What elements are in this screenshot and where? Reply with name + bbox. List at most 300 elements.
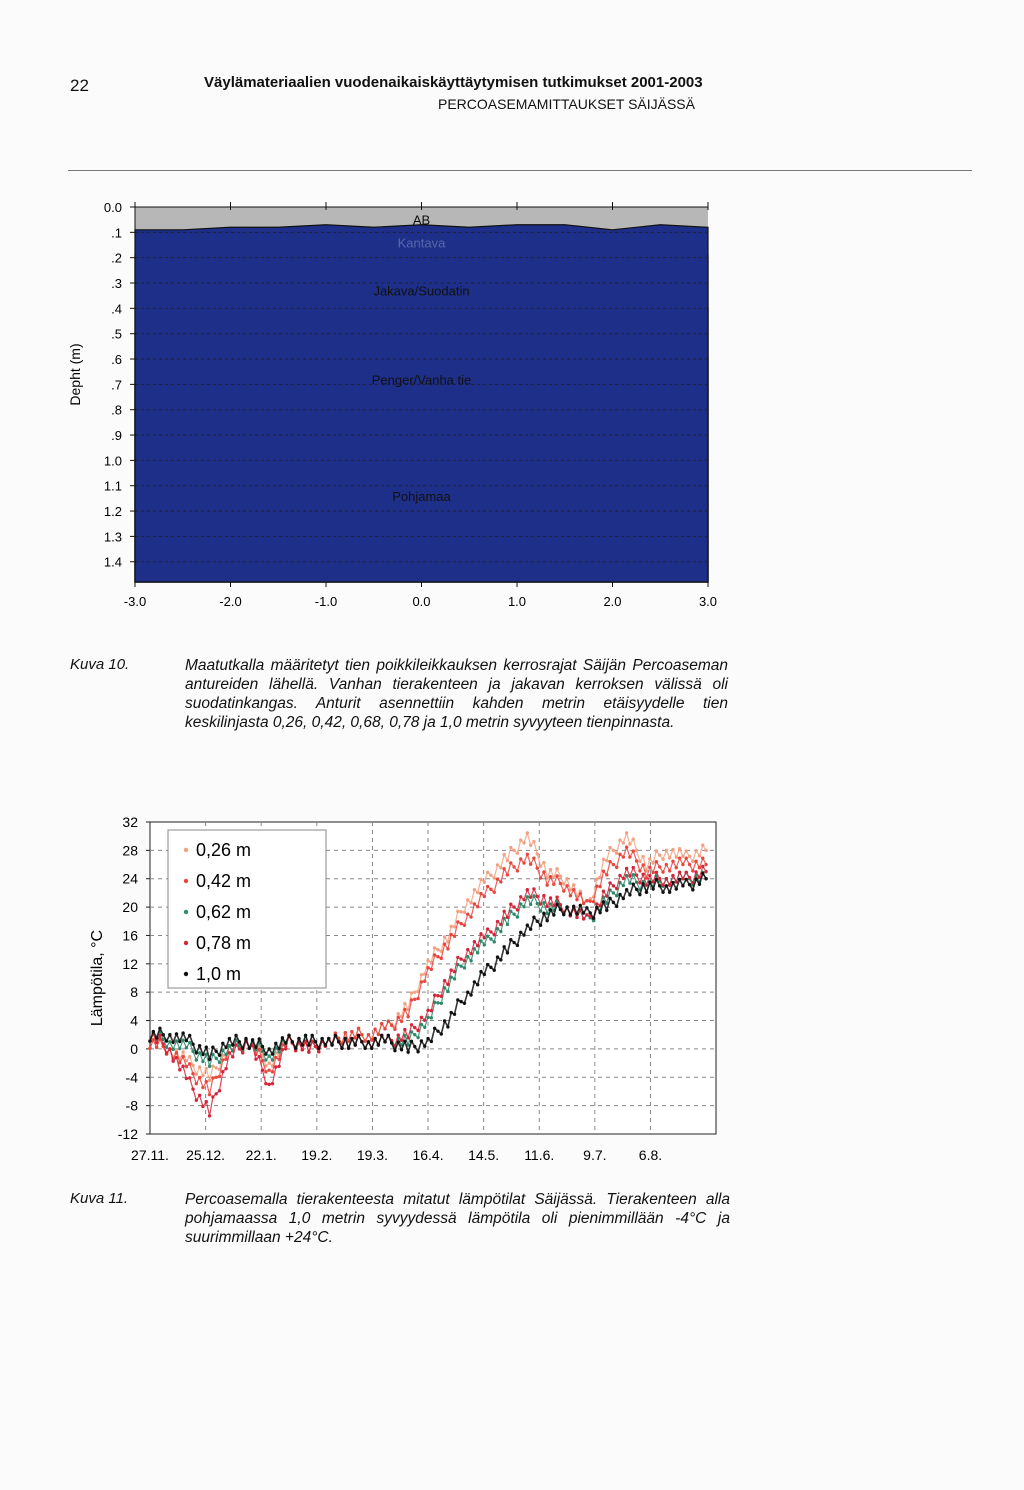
data-point	[363, 1039, 366, 1042]
data-point	[542, 894, 545, 897]
data-point	[463, 966, 466, 969]
data-point	[397, 1040, 400, 1043]
data-point	[671, 860, 674, 863]
data-point	[410, 998, 413, 1001]
data-point	[665, 863, 668, 866]
y-tick-label: .9	[111, 428, 122, 444]
data-point	[628, 874, 631, 877]
data-point	[420, 980, 423, 983]
data-point	[608, 846, 611, 849]
data-point	[208, 1114, 211, 1117]
y-tick-label: -8	[125, 1097, 138, 1114]
data-point	[191, 1072, 194, 1075]
data-point	[539, 865, 542, 868]
data-point	[373, 1027, 376, 1030]
y-tick-label: .5	[111, 326, 122, 342]
data-point	[502, 853, 505, 856]
data-point	[436, 948, 439, 951]
data-point	[685, 856, 688, 859]
data-point	[612, 884, 615, 887]
y-axis-label: Lämpötila, °C	[89, 929, 106, 1027]
data-point	[625, 845, 628, 848]
data-point	[218, 1054, 221, 1057]
data-point	[509, 938, 512, 941]
page-number: 22	[70, 76, 89, 95]
data-point	[416, 1029, 419, 1032]
y-tick-label: 1.3	[103, 529, 122, 545]
data-point	[502, 945, 505, 948]
data-point	[416, 1036, 419, 1039]
data-point	[622, 855, 625, 858]
data-point	[698, 854, 701, 857]
data-point	[532, 840, 535, 843]
data-point	[344, 1031, 347, 1034]
y-tick-label: -4	[125, 1069, 138, 1086]
data-point	[400, 1020, 403, 1023]
data-point	[198, 1044, 201, 1047]
data-point	[549, 908, 552, 911]
data-point	[244, 1037, 247, 1040]
x-tick-label: 9.7.	[583, 1147, 607, 1160]
data-point	[344, 1037, 347, 1040]
data-point	[671, 881, 674, 884]
data-point	[317, 1050, 320, 1053]
data-point	[496, 920, 499, 923]
data-point	[635, 881, 638, 884]
figure-10-label: Kuva 10.	[70, 656, 130, 673]
data-point	[152, 1030, 155, 1033]
data-point	[271, 1052, 274, 1055]
data-point	[638, 881, 641, 884]
data-point	[658, 853, 661, 856]
data-point	[499, 930, 502, 933]
data-point	[539, 876, 542, 879]
data-point	[615, 905, 618, 908]
data-point	[655, 878, 658, 881]
x-tick-label: 3.0	[698, 594, 718, 609]
data-point	[509, 861, 512, 864]
data-point	[536, 920, 539, 923]
data-point	[479, 878, 482, 881]
data-point	[393, 1028, 396, 1031]
data-point	[446, 947, 449, 950]
data-point	[191, 1050, 194, 1053]
data-point	[516, 852, 519, 855]
data-point	[340, 1047, 343, 1050]
data-point	[678, 856, 681, 859]
data-point	[165, 1051, 168, 1054]
data-point	[483, 943, 486, 946]
data-point	[605, 909, 608, 912]
data-point	[357, 1027, 360, 1030]
data-point	[320, 1037, 323, 1040]
data-point	[589, 911, 592, 914]
data-point	[608, 860, 611, 863]
data-point	[685, 878, 688, 881]
data-point	[532, 887, 535, 890]
data-point	[648, 866, 651, 869]
data-point	[489, 966, 492, 969]
data-point	[446, 990, 449, 993]
data-point	[201, 1086, 204, 1089]
data-point	[181, 1064, 184, 1067]
data-point	[436, 955, 439, 958]
data-point	[565, 877, 568, 880]
data-point	[453, 970, 456, 973]
data-point	[605, 873, 608, 876]
data-point	[433, 946, 436, 949]
data-point	[496, 955, 499, 958]
data-point	[413, 1026, 416, 1029]
data-point	[274, 1042, 277, 1045]
data-point	[499, 923, 502, 926]
data-point	[459, 922, 462, 925]
data-point	[175, 1032, 178, 1035]
data-point	[605, 859, 608, 862]
data-point	[704, 877, 707, 880]
data-point	[403, 1008, 406, 1011]
data-point	[459, 957, 462, 960]
data-point	[632, 838, 635, 841]
data-point	[691, 869, 694, 872]
legend-marker	[184, 910, 188, 914]
data-point	[168, 1040, 171, 1043]
data-point	[579, 892, 582, 895]
data-point	[678, 878, 681, 881]
data-point	[589, 899, 592, 902]
data-point	[552, 913, 555, 916]
data-point	[522, 905, 525, 908]
data-point	[264, 1052, 267, 1055]
data-point	[635, 873, 638, 876]
data-point	[175, 1039, 178, 1042]
data-point	[648, 857, 651, 860]
data-point	[565, 884, 568, 887]
data-point	[502, 867, 505, 870]
data-point	[522, 933, 525, 936]
data-point	[549, 868, 552, 871]
data-point	[641, 855, 644, 858]
data-point	[258, 1037, 261, 1040]
data-point	[694, 870, 697, 873]
data-point	[363, 1047, 366, 1050]
data-point	[406, 1036, 409, 1039]
data-point	[423, 979, 426, 982]
data-point	[453, 977, 456, 980]
data-point	[615, 852, 618, 855]
data-point	[416, 997, 419, 1000]
data-point	[622, 877, 625, 880]
data-point	[469, 915, 472, 918]
y-tick-label: .6	[111, 352, 122, 368]
data-point	[430, 1009, 433, 1012]
data-point	[701, 865, 704, 868]
data-point	[463, 924, 466, 927]
data-point	[648, 881, 651, 884]
data-point	[175, 1056, 178, 1059]
data-point	[476, 951, 479, 954]
data-point	[612, 863, 615, 866]
data-point	[526, 831, 529, 834]
data-point	[463, 911, 466, 914]
data-point	[512, 849, 515, 852]
data-point	[413, 1045, 416, 1048]
data-point	[526, 895, 529, 898]
data-point	[277, 1065, 280, 1068]
data-point	[330, 1043, 333, 1046]
data-point	[178, 1047, 181, 1050]
data-point	[512, 941, 515, 944]
data-point	[403, 1040, 406, 1043]
data-point	[539, 924, 542, 927]
data-point	[284, 1041, 287, 1044]
data-point	[430, 1040, 433, 1043]
data-point	[483, 895, 486, 898]
data-point	[367, 1033, 370, 1036]
data-point	[360, 1040, 363, 1043]
x-tick-label: -3.0	[123, 594, 147, 609]
temperature-chart	[80, 810, 740, 1160]
data-point	[198, 1094, 201, 1097]
data-point	[195, 1099, 198, 1102]
data-point	[214, 1050, 217, 1053]
y-tick-label: 8	[130, 984, 138, 1001]
data-point	[685, 871, 688, 874]
data-point	[516, 869, 519, 872]
data-point	[168, 1047, 171, 1050]
data-point	[562, 889, 565, 892]
data-point	[420, 1039, 423, 1042]
data-point	[171, 1060, 174, 1063]
data-point	[575, 898, 578, 901]
x-tick-label: 19.3.	[356, 1147, 388, 1160]
data-point	[450, 968, 453, 971]
data-point	[681, 877, 684, 880]
legend-label: 0,62 m	[196, 902, 252, 922]
layer-label: Kantava	[397, 235, 446, 251]
data-point	[450, 1011, 453, 1014]
layer-label: Jakava/Suodatin	[373, 283, 470, 299]
data-point	[208, 1079, 211, 1082]
data-point	[406, 1050, 409, 1053]
data-point	[545, 883, 548, 886]
data-point	[440, 957, 443, 960]
data-point	[549, 896, 552, 899]
data-point	[595, 906, 598, 909]
data-point	[479, 970, 482, 973]
data-point	[436, 1029, 439, 1032]
data-point	[314, 1040, 317, 1043]
data-point	[704, 870, 707, 873]
data-point	[440, 1032, 443, 1035]
data-point	[598, 911, 601, 914]
data-point	[301, 1043, 304, 1046]
data-point	[542, 870, 545, 873]
data-point	[383, 1040, 386, 1043]
data-point	[698, 883, 701, 886]
data-point	[148, 1039, 151, 1042]
data-point	[350, 1030, 353, 1033]
data-point	[539, 902, 542, 905]
data-point	[526, 923, 529, 926]
header-rule	[68, 170, 972, 171]
data-point	[632, 873, 635, 876]
y-tick-label: 32	[122, 814, 138, 830]
data-point	[516, 944, 519, 947]
x-tick-label: 22.1.	[245, 1147, 277, 1160]
data-point	[545, 919, 548, 922]
data-point	[605, 894, 608, 897]
data-point	[582, 902, 585, 905]
data-point	[582, 917, 585, 920]
figure-11-label: Kuva 11.	[70, 1190, 129, 1207]
data-point	[350, 1037, 353, 1040]
data-point	[622, 884, 625, 887]
data-point	[436, 994, 439, 997]
data-point	[165, 1039, 168, 1042]
data-point	[509, 846, 512, 849]
data-point	[648, 874, 651, 877]
data-point	[661, 891, 664, 894]
data-point	[178, 1040, 181, 1043]
data-point	[387, 1034, 390, 1037]
data-point	[370, 1047, 373, 1050]
layer-label: Penger/Vanha tie	[371, 372, 472, 388]
data-point	[224, 1046, 227, 1049]
data-point	[489, 873, 492, 876]
data-point	[641, 863, 644, 866]
data-point	[476, 891, 479, 894]
data-point	[360, 1033, 363, 1036]
data-point	[671, 848, 674, 851]
data-point	[622, 897, 625, 900]
running-title: Väylämateriaalien vuodenaikaiskäyttäytymisen tutkimukset 2001-2003	[204, 74, 703, 91]
data-point	[668, 891, 671, 894]
y-tick-label: .8	[111, 402, 122, 418]
data-point	[198, 1065, 201, 1068]
data-point	[509, 903, 512, 906]
data-point	[205, 1080, 208, 1083]
data-point	[698, 866, 701, 869]
data-point	[450, 925, 453, 928]
data-point	[486, 885, 489, 888]
data-point	[443, 1019, 446, 1022]
data-point	[413, 998, 416, 1001]
y-tick-label: -12	[117, 1126, 138, 1142]
data-point	[211, 1064, 214, 1067]
x-tick-label: 14.5.	[468, 1147, 500, 1160]
data-point	[555, 903, 558, 906]
data-point	[211, 1046, 214, 1049]
data-point	[469, 952, 472, 955]
data-point	[271, 1070, 274, 1073]
data-point	[512, 905, 515, 908]
data-point	[380, 1022, 383, 1025]
data-point	[459, 964, 462, 967]
data-point	[476, 983, 479, 986]
data-point	[645, 883, 648, 886]
data-point	[436, 1001, 439, 1004]
x-tick-label: 2.0	[603, 594, 622, 609]
data-point	[638, 860, 641, 863]
data-point	[612, 849, 615, 852]
data-point	[347, 1047, 350, 1050]
data-point	[536, 866, 539, 869]
data-point	[234, 1034, 237, 1037]
data-point	[661, 883, 664, 886]
data-point	[238, 1047, 241, 1050]
y-tick-label: 1.4	[103, 554, 122, 570]
data-point	[185, 1077, 188, 1080]
data-point	[691, 860, 694, 863]
data-point	[506, 916, 509, 919]
data-point	[211, 1095, 214, 1098]
figure-11-caption: Percoasemalla tierakenteesta mitatut lämpötilat Säijässä. Tierakenteen alla pohjamaassa 1,0 metrin syvyydessä lämpötila oli pienimmillään -4°C ja suurimmillaan +24°C.	[185, 1191, 730, 1246]
data-point	[466, 948, 469, 951]
data-point	[214, 1076, 217, 1079]
data-point	[476, 944, 479, 947]
data-point	[522, 861, 525, 864]
data-point	[466, 912, 469, 915]
data-point	[284, 1047, 287, 1050]
data-point	[489, 937, 492, 940]
data-point	[632, 882, 635, 885]
data-point	[506, 951, 509, 954]
data-point	[559, 903, 562, 906]
data-point	[502, 910, 505, 913]
layer-label: Pohjamaa	[392, 488, 451, 504]
data-point	[486, 934, 489, 937]
data-point	[281, 1036, 284, 1039]
data-point	[615, 887, 618, 890]
data-point	[661, 870, 664, 873]
data-point	[430, 1016, 433, 1019]
data-point	[486, 927, 489, 930]
data-point	[171, 1048, 174, 1051]
data-point	[178, 1068, 181, 1071]
data-point	[651, 887, 654, 890]
data-point	[625, 831, 628, 834]
data-point	[208, 1065, 211, 1068]
data-point	[400, 1039, 403, 1042]
data-point	[493, 940, 496, 943]
data-point	[469, 993, 472, 996]
data-point	[658, 865, 661, 868]
data-point	[205, 1067, 208, 1070]
data-point	[191, 1064, 194, 1067]
data-point	[625, 888, 628, 891]
legend	[168, 830, 326, 988]
data-point	[277, 1047, 280, 1050]
data-point	[532, 916, 535, 919]
data-point	[483, 973, 486, 976]
data-point	[555, 895, 558, 898]
y-tick-label: .1	[111, 225, 122, 241]
data-point	[423, 1018, 426, 1021]
data-point	[387, 1020, 390, 1023]
data-point	[592, 900, 595, 903]
data-point	[181, 1055, 184, 1058]
data-point	[486, 871, 489, 874]
data-point	[148, 1047, 151, 1050]
data-point	[224, 1053, 227, 1056]
data-point	[463, 959, 466, 962]
data-point	[324, 1043, 327, 1046]
data-point	[410, 1040, 413, 1043]
data-point	[294, 1047, 297, 1050]
data-point	[198, 1076, 201, 1079]
data-point	[238, 1040, 241, 1043]
